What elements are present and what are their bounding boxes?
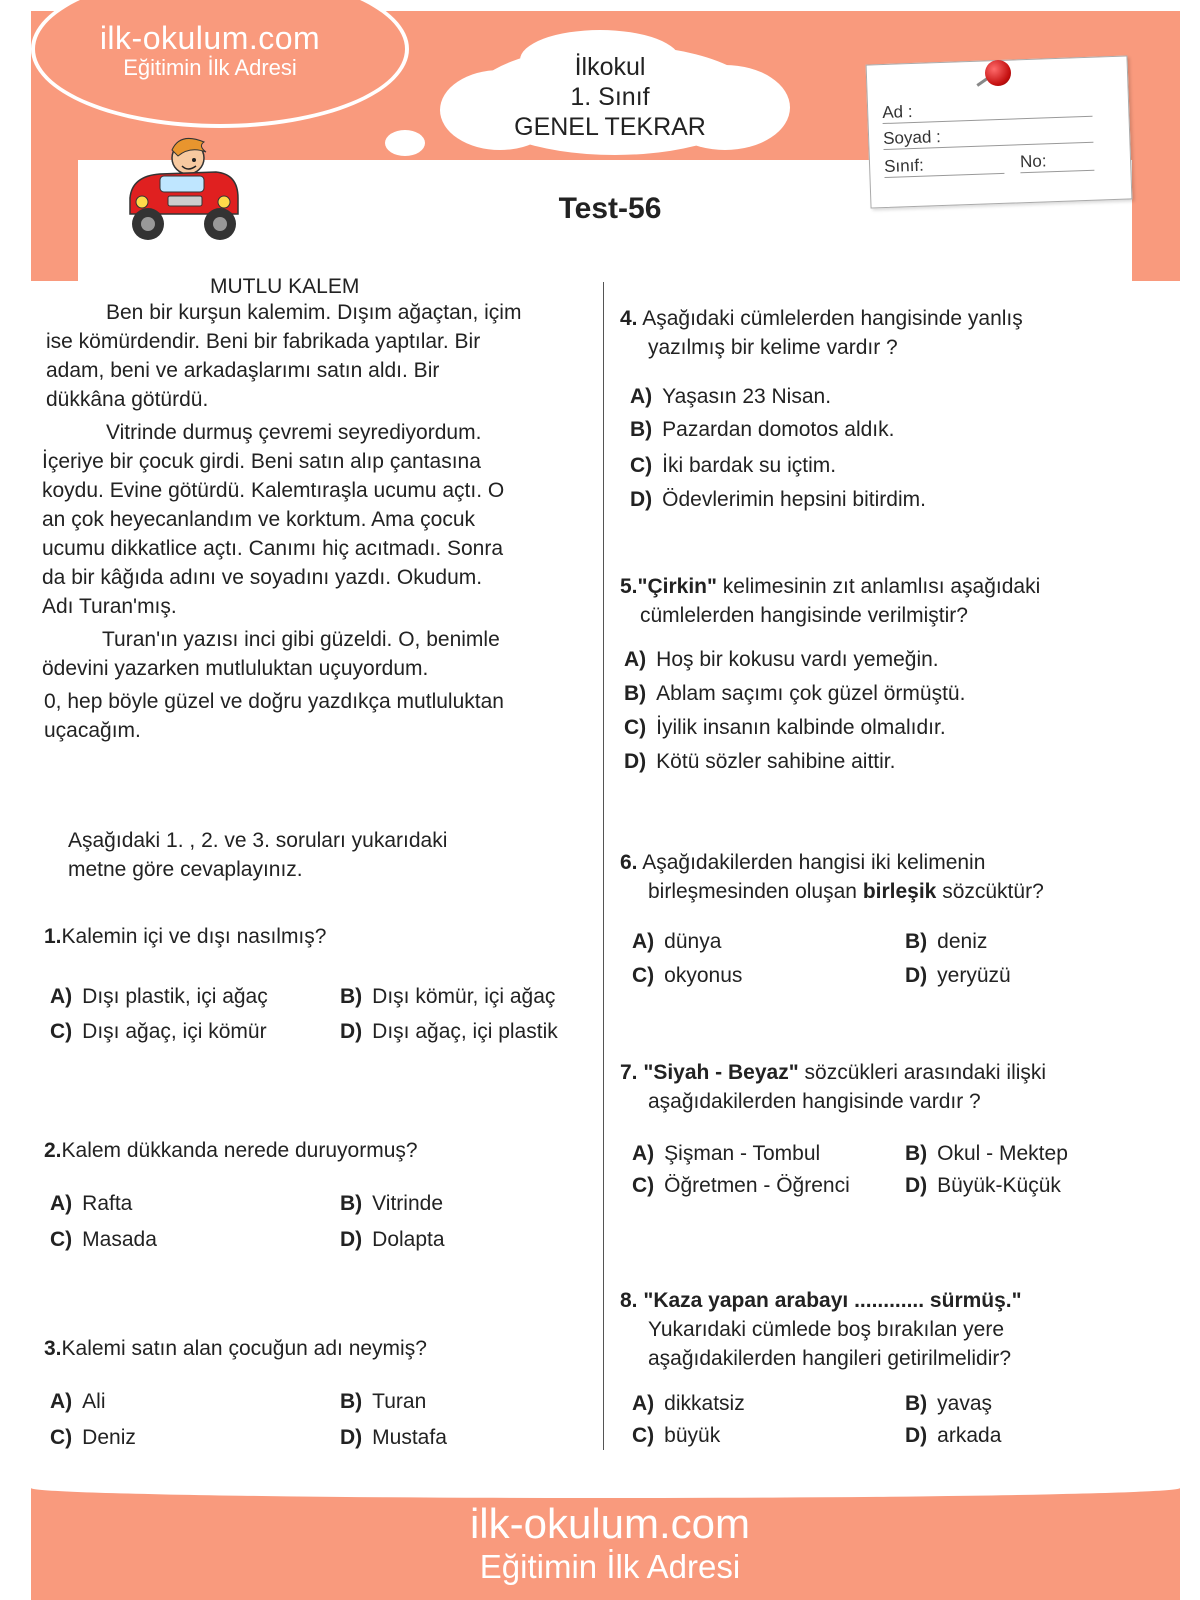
option-text: Vitrinde <box>372 1192 443 1215</box>
option-key: C) <box>624 716 647 739</box>
option-text: İki bardak su içtim. <box>662 454 837 477</box>
option-text: Şişman - Tombul <box>664 1142 821 1165</box>
option-text: deniz <box>937 930 988 953</box>
passage-line: adam, beni ve arkadaşlarımı satın aldı. Bir <box>46 359 440 382</box>
q6-option-b[interactable] <box>905 930 987 954</box>
question-1 <box>44 922 326 951</box>
option-text: dikkatsiz <box>664 1392 745 1415</box>
passage-line: an çok heyecanlandım ve korktum. Ama çocuk <box>42 508 476 531</box>
option-text: Mustafa <box>372 1426 447 1449</box>
footer-curve <box>31 1478 1180 1498</box>
option-key: D) <box>340 1020 363 1043</box>
question-number: 3. <box>44 1337 62 1360</box>
option-text: dünya <box>664 930 722 953</box>
question-2 <box>44 1136 418 1165</box>
name-label: Ad : <box>881 102 913 123</box>
q4-option-d[interactable] <box>630 488 926 512</box>
option-key: C) <box>632 1424 655 1447</box>
question-text: cümlelerden hangisinde verilmiştir? <box>640 604 968 627</box>
footer-slogan: Eğitimin İlk Adresi <box>479 1548 741 1585</box>
question-text: Kalem dükkanda nerede duruyormuş? <box>61 1139 418 1162</box>
footer-site: ilk-okulum.com <box>469 1500 751 1547</box>
q6-option-d[interactable] <box>905 964 1011 988</box>
passage-line: ise kömürdendir. Beni bir fabrikada yaptılar. Bir <box>46 330 481 353</box>
instruction-line: metne göre cevaplayınız. <box>68 858 303 881</box>
option-key: A) <box>632 1142 655 1165</box>
red-pushpin-icon <box>985 60 1011 86</box>
subject-label: GENEL TEKRAR <box>514 113 706 141</box>
class-field[interactable] <box>884 153 1005 178</box>
option-text: Masada <box>82 1228 157 1251</box>
question-text: Kalemin içi ve dışı nasılmış? <box>61 925 327 948</box>
surname-field[interactable] <box>883 122 1094 150</box>
thought-bubble <box>385 130 425 156</box>
q3-option-a[interactable] <box>50 1390 106 1414</box>
q4-option-b[interactable] <box>630 418 894 442</box>
option-key: D) <box>624 750 647 773</box>
option-text: Kötü sözler sahibine aittir. <box>656 750 896 773</box>
q6-option-c[interactable] <box>632 964 742 988</box>
option-key: D) <box>905 1424 928 1447</box>
question-number: 1. <box>44 925 62 948</box>
passage-text <box>42 298 586 745</box>
option-text: Dışı ağaç, içi kömür <box>82 1020 267 1043</box>
question-number: 2. <box>44 1139 62 1162</box>
q1-option-a[interactable] <box>50 985 268 1009</box>
test-number: Test-56 <box>558 192 662 225</box>
logo <box>60 20 360 80</box>
q6-option-a[interactable] <box>632 930 721 954</box>
thought-bubble <box>300 186 326 204</box>
passage-title: MUTLU KALEM <box>210 275 360 298</box>
option-key: A) <box>632 1392 655 1415</box>
option-text: Ödevlerimin hepsini bitirdim. <box>662 488 926 511</box>
question-number: 8. <box>620 1289 638 1312</box>
instruction <box>68 826 568 884</box>
question-6 <box>620 848 1180 906</box>
q2-option-b[interactable] <box>340 1192 443 1216</box>
option-key: C) <box>50 1426 73 1449</box>
option-text: yeryüzü <box>937 964 1011 987</box>
option-text: Dışı ağaç, içi plastik <box>372 1020 558 1043</box>
option-key: C) <box>630 454 653 477</box>
q7-option-c[interactable] <box>632 1174 850 1198</box>
column-divider <box>603 282 604 1450</box>
passage-line: Adı Turan'mış. <box>42 595 177 618</box>
option-text: Pazardan domotos aldık. <box>662 418 895 441</box>
option-text: okyonus <box>664 964 743 987</box>
option-key: D) <box>630 488 653 511</box>
option-key: A) <box>50 985 73 1008</box>
question-text: aşağıdakilerden hangileri getirilmelidir? <box>648 1347 1012 1370</box>
thought-bubble <box>340 162 372 184</box>
option-key: C) <box>632 1174 655 1197</box>
question-keyword: birleşik <box>862 880 937 903</box>
question-text: birleşmesinden oluşan <box>648 880 857 903</box>
q2-option-d[interactable] <box>340 1228 445 1252</box>
thought-bubble <box>270 204 290 218</box>
question-number: 4. <box>620 307 638 330</box>
option-text: Rafta <box>82 1192 133 1215</box>
question-text: Aşağıdaki cümlelerden hangisinde yanlış <box>642 307 1023 330</box>
option-key: D) <box>340 1426 363 1449</box>
q7-option-a[interactable] <box>632 1142 820 1166</box>
name-field[interactable] <box>882 96 1093 124</box>
q5-option-a[interactable] <box>624 648 939 672</box>
q1-option-d[interactable] <box>340 1020 558 1044</box>
option-key: C) <box>50 1020 73 1043</box>
option-text: arkada <box>937 1424 1002 1447</box>
question-keyword: "Çirkin" <box>637 575 717 598</box>
q4-option-a[interactable] <box>630 385 831 409</box>
q5-option-b[interactable] <box>624 682 965 706</box>
option-text: Ablam saçımı çok güzel örmüştü. <box>656 682 966 705</box>
question-7 <box>620 1058 1190 1116</box>
q4-option-c[interactable] <box>630 454 836 478</box>
passage-line: 0, hep böyle güzel ve doğru yazdıkça mutluluktan <box>44 690 504 713</box>
option-text: Okul - Mektep <box>937 1142 1068 1165</box>
question-text: sözcükleri arasındaki ilişki <box>804 1061 1047 1084</box>
passage-line: Vitrinde durmuş çevremi seyrediyordum. <box>106 421 482 444</box>
question-3 <box>44 1334 427 1363</box>
option-key: D) <box>905 964 928 987</box>
q7-option-b[interactable] <box>905 1142 1068 1166</box>
option-key: B) <box>905 1392 928 1415</box>
option-key: C) <box>632 964 655 987</box>
option-key: B) <box>624 682 647 705</box>
q1-option-c[interactable] <box>50 1020 267 1044</box>
number-label: No: <box>1019 151 1047 172</box>
passage-line: ödevini yazarken mutluluktan uçuyordum. <box>42 657 429 680</box>
q3-option-c[interactable] <box>50 1426 136 1450</box>
passage-line: da bir kâğıda adını ve soyadını yazdı. Okudum. <box>42 566 483 589</box>
question-text: sözcüktür? <box>942 880 1044 903</box>
option-text: Ali <box>82 1390 106 1413</box>
option-text: yavaş <box>937 1392 993 1415</box>
question-number: 6. <box>620 851 638 874</box>
option-key: B) <box>340 1390 363 1413</box>
passage-line: Ben bir kurşun kalemim. Dışım ağaçtan, içim <box>106 301 522 324</box>
q5-option-d[interactable] <box>624 750 895 774</box>
question-4 <box>620 304 1160 362</box>
q7-option-d[interactable] <box>905 1174 1061 1198</box>
option-text: Hoş bir kokusu vardı yemeğin. <box>656 648 939 671</box>
passage-line: koydu. Evine götürdü. Kalemtıraşla ucumu açtı. O <box>42 479 505 502</box>
option-key: B) <box>630 418 653 441</box>
q3-option-d[interactable] <box>340 1426 447 1450</box>
level-label: İlkokul <box>574 53 646 81</box>
question-text: yazılmış bir kelime vardır ? <box>648 336 898 359</box>
q8-option-d[interactable] <box>905 1424 1001 1448</box>
option-key: A) <box>50 1192 73 1215</box>
passage-line: İçeriye bir çocuk girdi. Beni satın alıp çantasına <box>42 450 481 473</box>
worksheet-title <box>455 52 765 142</box>
option-text: Dolapta <box>372 1228 445 1251</box>
question-number: 5. <box>620 575 638 598</box>
grade-label: 1. Sınıf <box>570 83 650 111</box>
q2-option-a[interactable] <box>50 1192 132 1216</box>
question-5 <box>620 572 1180 630</box>
q8-option-c[interactable] <box>632 1424 720 1448</box>
option-key: C) <box>50 1228 73 1251</box>
q8-option-b[interactable] <box>905 1392 992 1416</box>
question-text: Kalemi satın alan çocuğun adı neymiş? <box>61 1337 427 1360</box>
logo-slogan: Eğitimin İlk Adresi <box>123 55 297 80</box>
question-text: Aşağıdakilerden hangisi iki kelimenin <box>642 851 986 874</box>
passage-line: ucumu dikkatlice açtı. Canımı hiç acıtmadı. Sonra <box>42 537 504 560</box>
option-text: Dışı plastik, içi ağaç <box>82 985 268 1008</box>
option-text: büyük <box>664 1424 721 1447</box>
question-text: kelimesinin zıt anlamlısı aşağıdaki <box>722 575 1041 598</box>
option-key: A) <box>624 648 647 671</box>
option-text: Büyük-Küçük <box>937 1174 1061 1197</box>
passage-line: dükkâna götürdü. <box>46 388 209 411</box>
cartoon-car-driver-icon <box>120 128 250 248</box>
option-text: Deniz <box>82 1426 136 1449</box>
option-text: İyilik insanın kalbinde olmalıdır. <box>656 716 946 739</box>
question-keyword: "Siyah - Beyaz" <box>643 1061 799 1084</box>
passage-line: Turan'ın yazısı inci gibi güzeldi. O, benimle <box>102 628 500 651</box>
instruction-line: Aşağıdaki 1. , 2. ve 3. soruları yukarıdaki <box>68 829 448 852</box>
option-key: B) <box>905 930 928 953</box>
q5-option-c[interactable] <box>624 716 946 740</box>
option-key: D) <box>905 1174 928 1197</box>
logo-site: ilk-okulum.com <box>99 20 321 56</box>
q3-option-b[interactable] <box>340 1390 426 1414</box>
option-text: Yaşasın 23 Nisan. <box>662 385 832 408</box>
question-text: Yukarıdaki cümlede boş bırakılan yere <box>648 1318 1005 1341</box>
option-key: A) <box>632 930 655 953</box>
option-key: B) <box>905 1142 928 1165</box>
passage-line: uçacağım. <box>44 719 141 742</box>
q2-option-c[interactable] <box>50 1228 157 1252</box>
number-field[interactable] <box>1020 150 1095 174</box>
option-key: B) <box>340 985 363 1008</box>
option-text: Turan <box>372 1390 427 1413</box>
option-key: B) <box>340 1192 363 1215</box>
option-key: D) <box>340 1228 363 1251</box>
surname-label: Soyad : <box>882 127 942 149</box>
footer-logo <box>300 1500 920 1586</box>
option-text: Öğretmen - Öğrenci <box>664 1174 850 1197</box>
class-label: Sınıf: <box>883 155 925 177</box>
question-keyword: "Kaza yapan arabayı ............ sürmüş." <box>643 1289 1022 1312</box>
question-8 <box>620 1286 1190 1373</box>
q8-option-a[interactable] <box>632 1392 745 1416</box>
option-key: A) <box>50 1390 73 1413</box>
question-text: aşağıdakilerden hangisinde vardır ? <box>648 1090 981 1113</box>
option-text: Dışı kömür, içi ağaç <box>372 985 556 1008</box>
question-number: 7. <box>620 1061 638 1084</box>
q1-option-b[interactable] <box>340 985 555 1009</box>
option-key: A) <box>630 385 653 408</box>
